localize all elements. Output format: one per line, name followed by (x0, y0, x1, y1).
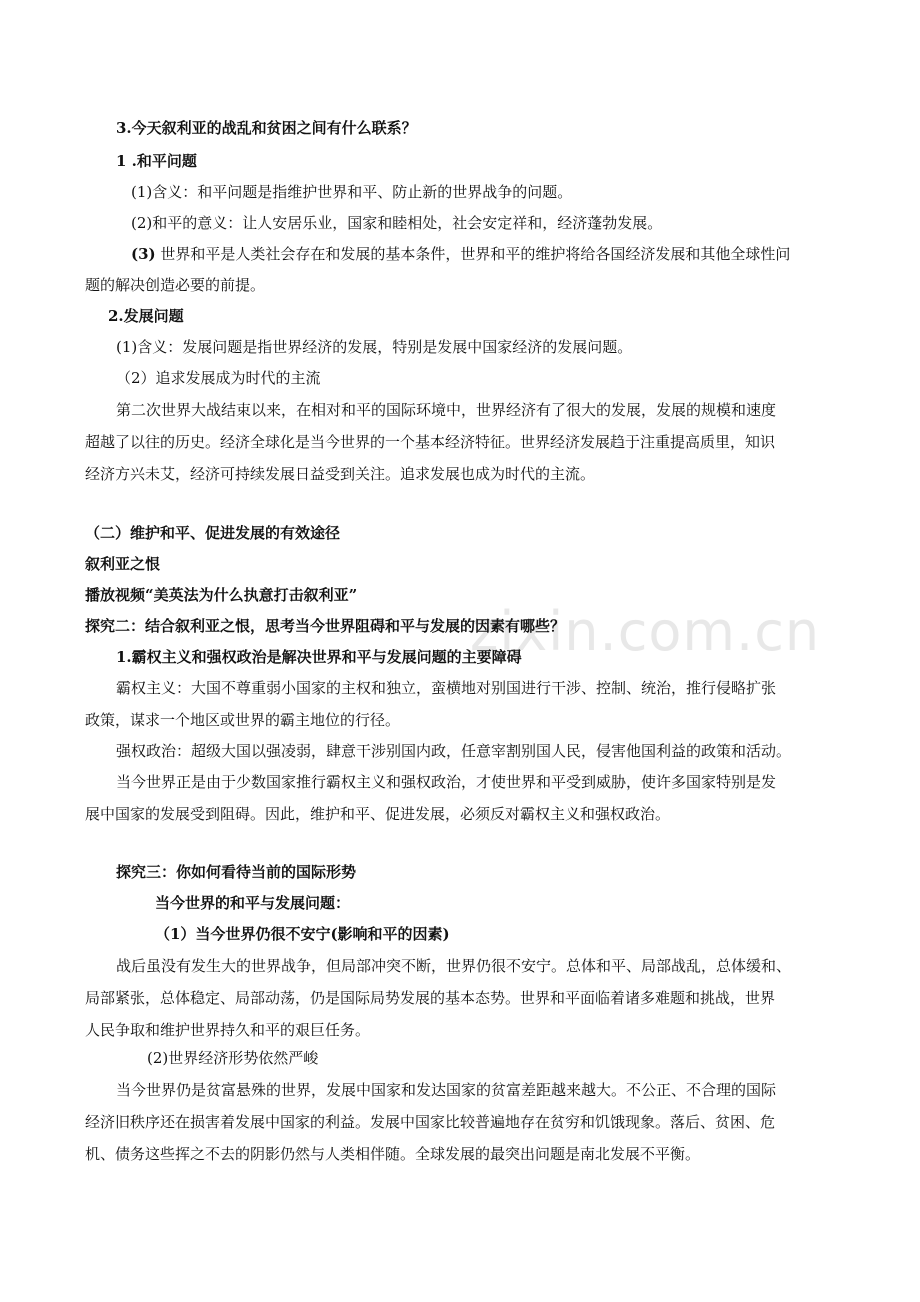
unrest-paragraph (85, 950, 839, 1046)
section-2-heading: （二）维护和平、促进发展的有效途径 (85, 524, 341, 542)
peace-condition-line1 (131, 244, 790, 264)
power-politics-paragraph (85, 735, 839, 767)
development-paragraph-line3: 经济方兴未艾，经济可持续发展日益受到关注。追求发展也成为时代的主流。 (85, 465, 596, 483)
economy-paragraph-line3: 机、债务这些挥之不去的阴影仍然与人类相伴随。全球发展的最突出问题是南北发展不平衡。 (85, 1145, 701, 1163)
economy-paragraph-line2: 经济旧秩序还在损害着发展中国家的利益。发展中国家比较普遍地存在贫穷和饥饿现象。落后、贫困、危 (85, 1113, 776, 1131)
peace-significance: (2)和平的意义：让人安居乐业，国家和睦相处，社会安定祥和，经济蓬勃发展。 (131, 214, 663, 232)
inquiry-3: 探究三：你如何看待当前的国际形势 (116, 863, 357, 881)
peace-condition-line2: 题的解决创造必要的前提。 (85, 276, 266, 294)
economy-paragraph-line1: 当今世界仍是贫富悬殊的世界，发展中国家和发达国家的贫富差距越来越大。不公正、不合理的国际 (116, 1081, 777, 1099)
peace-condition-number: (3) (131, 245, 156, 263)
development-definition: (1)含义：发展问题是指世界经济的发展，特别是发展中国家经济的发展问题。 (116, 338, 633, 356)
peace-condition-text: 世界和平是人类社会存在和发展的基本条件，世界和平的维护将给各国经济发展和其他全球性问 (160, 245, 791, 263)
development-paragraph-line1: 第二次世界大战结束以来，在相对和平的国际环境中，世界经济有了很大的发展，发展的规模和速度 (116, 401, 777, 419)
unrest-paragraph-line3: 人民争取和维护世界持久和平的艰巨任务。 (85, 1021, 371, 1039)
unrest-paragraph-line2: 局部紧张，总体稳定、局部动荡，仍是国际局势发展的基本态势。世界和平面临着诸多难题和挑战，世界 (85, 989, 776, 1007)
threat-paragraph (85, 766, 839, 830)
threat-paragraph-line1: 当今世界正是由于少数国家推行霸权主义和强权政治，才使世界和平受到威胁，使许多国家特别是发 (116, 773, 777, 791)
hegemony-heading: 1.霸权主义和强权政治是解决世界和平与发展问题的主要障碍 (116, 648, 522, 666)
hegemony-paragraph (85, 672, 839, 736)
hegemony-paragraph-line2: 政策，谋求一个地区或世界的霸主地位的行径。 (85, 711, 401, 729)
inquiry-2: 探究二：结合叙利亚之恨，思考当今世界阻碍和平与发展的因素有哪些？ (85, 617, 566, 635)
development-mainstream-heading: （2）追求发展成为时代的主流 (116, 369, 321, 387)
economy-paragraph (85, 1074, 839, 1170)
threat-paragraph-line2: 展中国家的发展受到阻碍。因此，维护和平、促进发展，必须反对霸权主义和强权政治。 (85, 805, 671, 823)
economy-heading: (2)世界经济形势依然严峻 (147, 1049, 319, 1067)
watermark: zixin.com.cn (470, 600, 821, 663)
video-title: 播放视频“美英法为什么执意打击叙利亚” (85, 586, 358, 604)
development-paragraph-line2: 超越了以往的历史。经济全球化是当今世界的一个基本经济特征。世界经济发展趋于注重提高质里，知识 (85, 433, 776, 451)
unrest-heading: （1）当今世界仍很不安宁(影响和平的因素) (155, 925, 450, 943)
question-3: 3.今天叙利亚的战乱和贫困之间有什么联系？ (116, 119, 417, 137)
hegemony-paragraph-line1: 霸权主义：大国不尊重弱小国家的主权和独立，蛮横地对别国进行干涉、控制、统治，推行侵略扩张 (116, 679, 777, 697)
development-paragraph (85, 394, 839, 490)
current-issues-heading: 当今世界的和平与发展问题： (155, 894, 351, 912)
unrest-paragraph-line1: 战后虽没有发生大的世界战争，但局部冲突不断，世界仍很不安宁。总体和平、局部战乱，总体缓和、 (116, 957, 792, 975)
power-politics-line1: 强权政治：超级大国以强凌弱，肆意干涉别国内政，任意宰割别国人民，侵害他国利益的政策和活动。 (116, 742, 792, 760)
heading-peace-issue: 1 .和平问题 (116, 152, 197, 170)
peace-definition: (1)含义：和平问题是指维护世界和平、防止新的世界战争的问题。 (131, 183, 573, 201)
syria-hatred: 叙利亚之恨 (85, 555, 161, 573)
heading-development-issue: 2.发展问题 (108, 307, 184, 325)
